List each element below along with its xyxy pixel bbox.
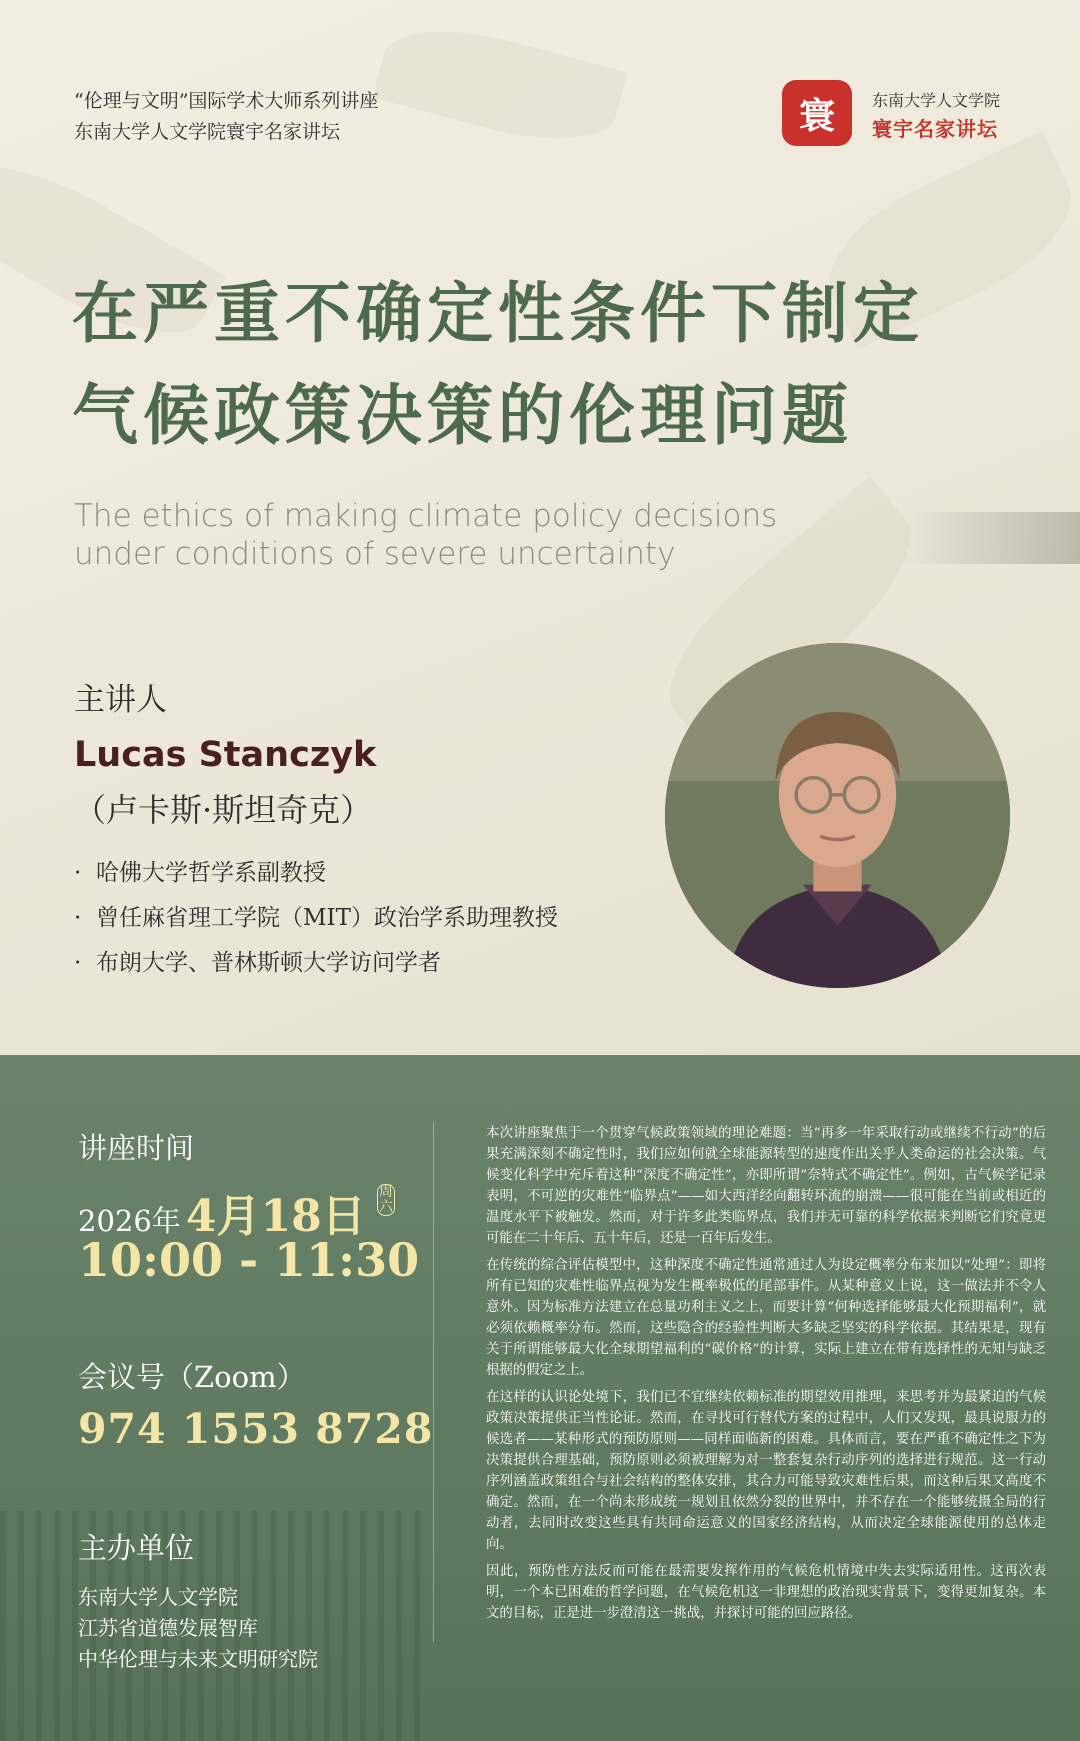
speaker-credentials	[74, 856, 558, 991]
credential-text: 布朗大学、普林斯顿大学访问学者	[96, 950, 441, 976]
zoom-meeting-id: 974 1553 8728	[78, 1405, 434, 1453]
host-org-item: 中华伦理与未来文明研究院	[78, 1647, 318, 1671]
speaker-name-zh: （卢卡斯·斯坦奇克）	[74, 791, 373, 829]
portrait-illustration	[665, 643, 1010, 988]
title-line-1: 在严重不确定性条件下制定	[72, 274, 924, 352]
date-weekday: 周六	[378, 1184, 393, 1215]
lecture-time-range: 10:00 - 11:30	[78, 1233, 420, 1287]
en-title-line-2: under conditions of severe uncertainty	[74, 536, 676, 572]
series-line-1: “伦理与文明”国际学术大师系列讲座	[74, 90, 379, 112]
abstract-paragraph: 因此，预防性方法反而可能在最需要发挥作用的气候危机情境中失去实际适用性。这再次表明，一个本已困难的哲学问题，在气候危机这一非理想的政治现实背景下，变得更加复杂。本文的目标，正是进一步澄清这一挑战，并探讨可能的回应路径。	[486, 1564, 1046, 1621]
title-line-2: 气候政策决策的伦理问题	[72, 376, 853, 454]
en-title-line-1: The ethics of making climate policy decisions	[74, 498, 778, 534]
speaker-portrait-photo	[665, 643, 1010, 988]
logo-school-name: 东南大学人文学院	[872, 91, 1001, 110]
lecture-title-zh	[72, 262, 1032, 466]
speaker-name-en: Lucas Stanczyk	[74, 735, 377, 775]
column-divider	[433, 1122, 434, 1642]
decorative-gradient-bar	[900, 512, 1080, 564]
decorative-leaf	[372, 10, 627, 159]
lecture-time-label: 讲座时间	[78, 1131, 195, 1165]
host-org-item: 江苏省道德发展智库	[78, 1616, 258, 1640]
credential-item	[74, 901, 558, 946]
abstract-paragraph: 在这样的认识论处境下，我们已不宜继续依赖标准的期望效用推理，来思考并为最紧迫的气候政策决策提供正当性论证。然而，在寻找可行替代方案的过程中，人们又发现，最具说服力的候选者——某种形式的预防原则——同样面临新的困难。具体而言，要在严重不确定性之下为决策提供合理基础，预防原则必须被理解为对一整套复杂行动序列的选择进行规范。这一行动序列涵盖政策组合与社会结构的整体安排，其合力可能导致灾难性后果，而这种后果又高度不确定。然而，在一个尚未形成统一规划且依然分裂的世界中，并不存在一个能够统摄全局的行动者，去同时改变这些具有共同命运意义的国家经济结构，从而决定全球能源使用的总体走向。	[486, 1390, 1046, 1552]
series-line-2: 东南大学人文学院寰宇名家讲坛	[74, 121, 341, 143]
series-heading	[74, 86, 378, 148]
abstract-paragraph: 在传统的综合评估模型中，这种深度不确定性通常通过人为设定概率分布来加以“处理”：即将所有已知的灾难性临界点视为发生概率极低的尾部事件。从某种意义上说，这一做法并不令人意外。因为标准方法建立在总量功利主义之上，而要计算“何种选择能够最大化预期福利”，就必须依赖概率分布。然而，这些隐含的经验性判断大多缺乏坚实的科学依据。其结果是，现有关于所谓能够最大化全球期望福利的“碳价格”的计算，实际上建立在带有选择性的无知与缺乏根据的假定之上。	[486, 1258, 1046, 1378]
host-organizations	[78, 1582, 318, 1675]
lecture-title-en	[74, 497, 834, 573]
lecture-abstract	[486, 1123, 1046, 1630]
host-label: 主办单位	[78, 1531, 195, 1565]
logo-forum-name: 寰宇名家讲坛	[872, 117, 998, 141]
credential-item	[74, 946, 558, 991]
bullet-icon: ·	[74, 950, 82, 976]
host-org-item: 东南大学人文学院	[78, 1585, 238, 1609]
abstract-paragraph: 本次讲座聚焦于一个贯穿气候政策领域的理论难题：当“再多一年采取行动或继续不行动”的后果充满深刻不确定性时，我们应如何就全球能源转型的速度作出关乎人类命运的社会决策。气候变化科学中充斥着这种“深度不确定性”，亦即所谓“奈特式不确定性”。例如，古气候学记录表明，不可逆的灾难性“临界点”——如大西洋经向翻转环流的崩溃——很可能在当前或相近的温度水平下被触发。然而，对于许多此类临界点，我们并无可靠的科学依据来判断它们究竟更可能在二十年后、五十年后，还是一百年后发生。	[486, 1126, 1046, 1246]
university-seal-logo	[782, 80, 852, 146]
bullet-icon: ·	[74, 860, 82, 886]
bullet-icon: ·	[74, 905, 82, 931]
date-month-day: 4月18日	[185, 1191, 366, 1242]
date-year: 2026年	[78, 1204, 181, 1238]
seal-char: 寰	[798, 94, 835, 137]
credential-text: 哈佛大学哲学系副教授	[96, 860, 326, 886]
credential-item	[74, 856, 558, 901]
credential-text: 曾任麻省理工学院（MIT）政治学系助理教授	[96, 905, 558, 931]
speaker-label: 主讲人	[74, 682, 167, 718]
zoom-label: 会议号（Zoom）	[78, 1360, 306, 1394]
